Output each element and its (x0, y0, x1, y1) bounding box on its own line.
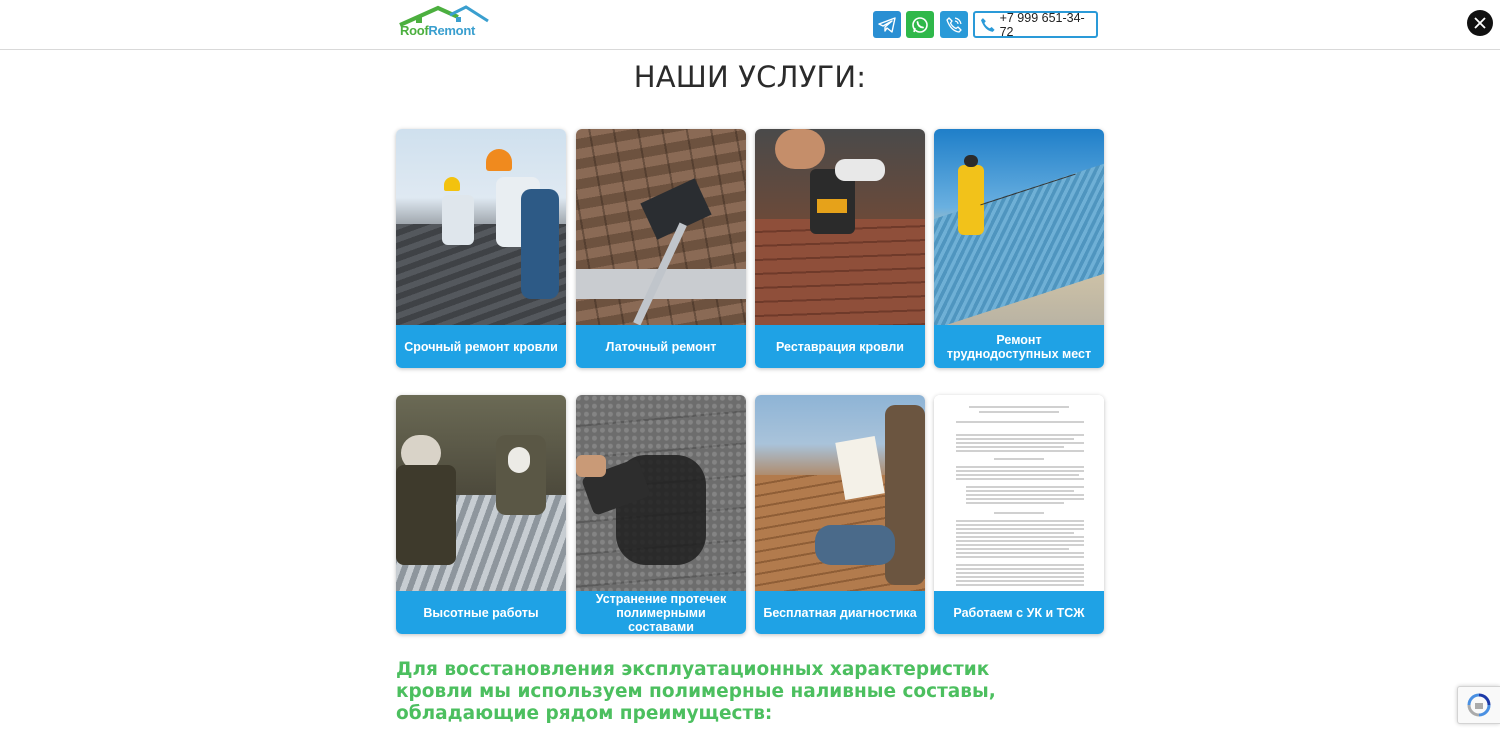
service-card-polymer-leaks[interactable] (576, 395, 746, 634)
site-logo[interactable] (398, 5, 490, 45)
phone-number-button[interactable] (973, 11, 1098, 38)
service-image-high-altitude (396, 395, 566, 591)
close-button[interactable] (1467, 10, 1493, 36)
service-card-urgent-repair[interactable] (396, 129, 566, 368)
service-card-free-diagnostics[interactable] (755, 395, 925, 634)
logo-text-remont: Remont (428, 23, 475, 38)
service-image-patch-repair (576, 129, 746, 325)
telegram-button[interactable] (873, 11, 901, 38)
service-image-polymer-leaks (576, 395, 746, 591)
whatsapp-icon (911, 16, 929, 34)
phone-number-text: +7 999 651-34-72 (999, 10, 1085, 39)
service-label: Латочный ремонт (576, 325, 746, 368)
whatsapp-button[interactable] (906, 11, 934, 38)
service-image-hard-to-reach (934, 129, 1104, 325)
site-header (0, 0, 1500, 50)
service-card-high-altitude[interactable] (396, 395, 566, 634)
service-label: Работаем с УК и ТСЖ (934, 591, 1104, 634)
service-label: Срочный ремонт кровли (396, 325, 566, 368)
service-image-free-diagnostics (755, 395, 925, 591)
service-card-hoa-management[interactable] (934, 395, 1104, 634)
service-image-roof-restoration (755, 129, 925, 325)
phone-icon (980, 17, 996, 33)
contract-document-image (934, 395, 1104, 591)
logo-text (400, 23, 475, 38)
recaptcha-icon (1466, 692, 1492, 718)
page-title: НАШИ УСЛУГИ: (633, 60, 867, 94)
telegram-icon (878, 17, 896, 33)
phone-call-icon (945, 16, 963, 34)
service-label: Устранение протечек полимерными составами (576, 591, 746, 634)
service-image-urgent-repair (396, 129, 566, 325)
close-icon (1474, 17, 1486, 29)
service-label: Бесплатная диагностика (755, 591, 925, 634)
logo-text-roof: Roof (400, 23, 429, 38)
service-label: Ремонт труднодоступных мест (934, 325, 1104, 368)
service-card-hard-to-reach[interactable] (934, 129, 1104, 368)
phone-call-button[interactable] (940, 11, 968, 38)
recaptcha-badge[interactable] (1457, 686, 1500, 724)
service-card-patch-repair[interactable] (576, 129, 746, 368)
service-label: Реставрация кровли (755, 325, 925, 368)
service-card-roof-restoration[interactable] (755, 129, 925, 368)
polymer-benefits-heading: Для восстановления эксплуатационных характеристик кровли мы используем полимерные наливные составы, обладающие рядом преимуществ: (396, 659, 996, 724)
service-image-contract-document (934, 395, 1104, 591)
service-label: Высотные работы (396, 591, 566, 634)
